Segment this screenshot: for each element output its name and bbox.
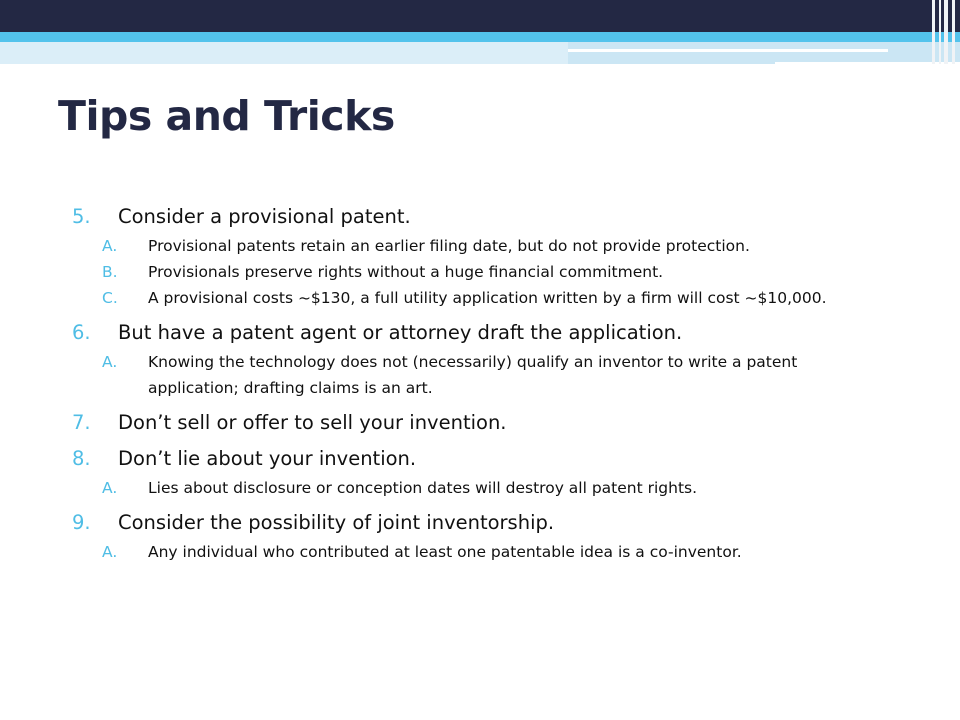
list-item (72, 203, 932, 311)
list-item-number: 9. (72, 511, 91, 534)
header-band-accent (0, 32, 960, 42)
list-item-row (72, 509, 932, 537)
sub-list-item-text: Provisionals preserve rights without a huge financial commitment. (148, 263, 664, 281)
header-band-line (568, 49, 888, 52)
list-item-row (72, 445, 932, 473)
list-item (72, 445, 932, 501)
sub-list-item-letter: A. (102, 479, 118, 497)
header-band-light-right (568, 42, 960, 64)
header-stripes (930, 0, 960, 64)
list-item-text: Consider a provisional patent. (118, 205, 411, 228)
sub-list-item (102, 259, 932, 285)
list-item-text: Don’t lie about your invention. (118, 447, 417, 470)
list-item-number: 5. (72, 205, 91, 228)
bullet-list (72, 203, 932, 573)
sub-list-item-letter: A. (102, 237, 118, 255)
sub-list-item-text: Any individual who contributed at least one patentable idea is a co-inventor. (148, 543, 742, 561)
list-item-row (72, 203, 932, 231)
list-item-text: But have a patent agent or attorney draft the application. (118, 321, 683, 344)
header-band-dark (0, 0, 960, 32)
list-item-number: 6. (72, 321, 91, 344)
sub-list-item-text: Lies about disclosure or conception dates will destroy all patent rights. (148, 479, 698, 497)
sub-list-item (102, 285, 932, 311)
sub-list (72, 349, 932, 401)
sub-list-item-letter: A. (102, 543, 118, 561)
sub-list-item-letter: C. (102, 289, 118, 307)
list-item (72, 409, 932, 437)
list-item-row (72, 409, 932, 437)
list-item (72, 509, 932, 565)
sub-list-item-text: Provisional patents retain an earlier filing date, but do not provide protection. (148, 237, 750, 255)
slide-title: Tips and Tricks (58, 92, 395, 140)
sub-list-item (102, 539, 932, 565)
list-item-text: Don’t sell or offer to sell your invention. (118, 411, 507, 434)
sub-list-item (102, 475, 932, 501)
sub-list (72, 475, 932, 501)
list-item-number: 7. (72, 411, 91, 434)
sub-list (72, 539, 932, 565)
sub-list-item (102, 349, 932, 401)
sub-list-item-text: A provisional costs ~$130, a full utility application written by a firm will cost ~$10,000. (148, 289, 827, 307)
sub-list-item-letter: B. (102, 263, 118, 281)
list-item (72, 319, 932, 401)
list-item-number: 8. (72, 447, 91, 470)
list-item-row (72, 319, 932, 347)
list-item-text: Consider the possibility of joint inventorship. (118, 511, 555, 534)
sub-list-item-letter: A. (102, 353, 118, 371)
sub-list-item (102, 233, 932, 259)
sub-list-item-text: Knowing the technology does not (necessarily) qualify an inventor to write a patent application; drafting claims is an art. (148, 353, 798, 397)
sub-list (72, 233, 932, 311)
